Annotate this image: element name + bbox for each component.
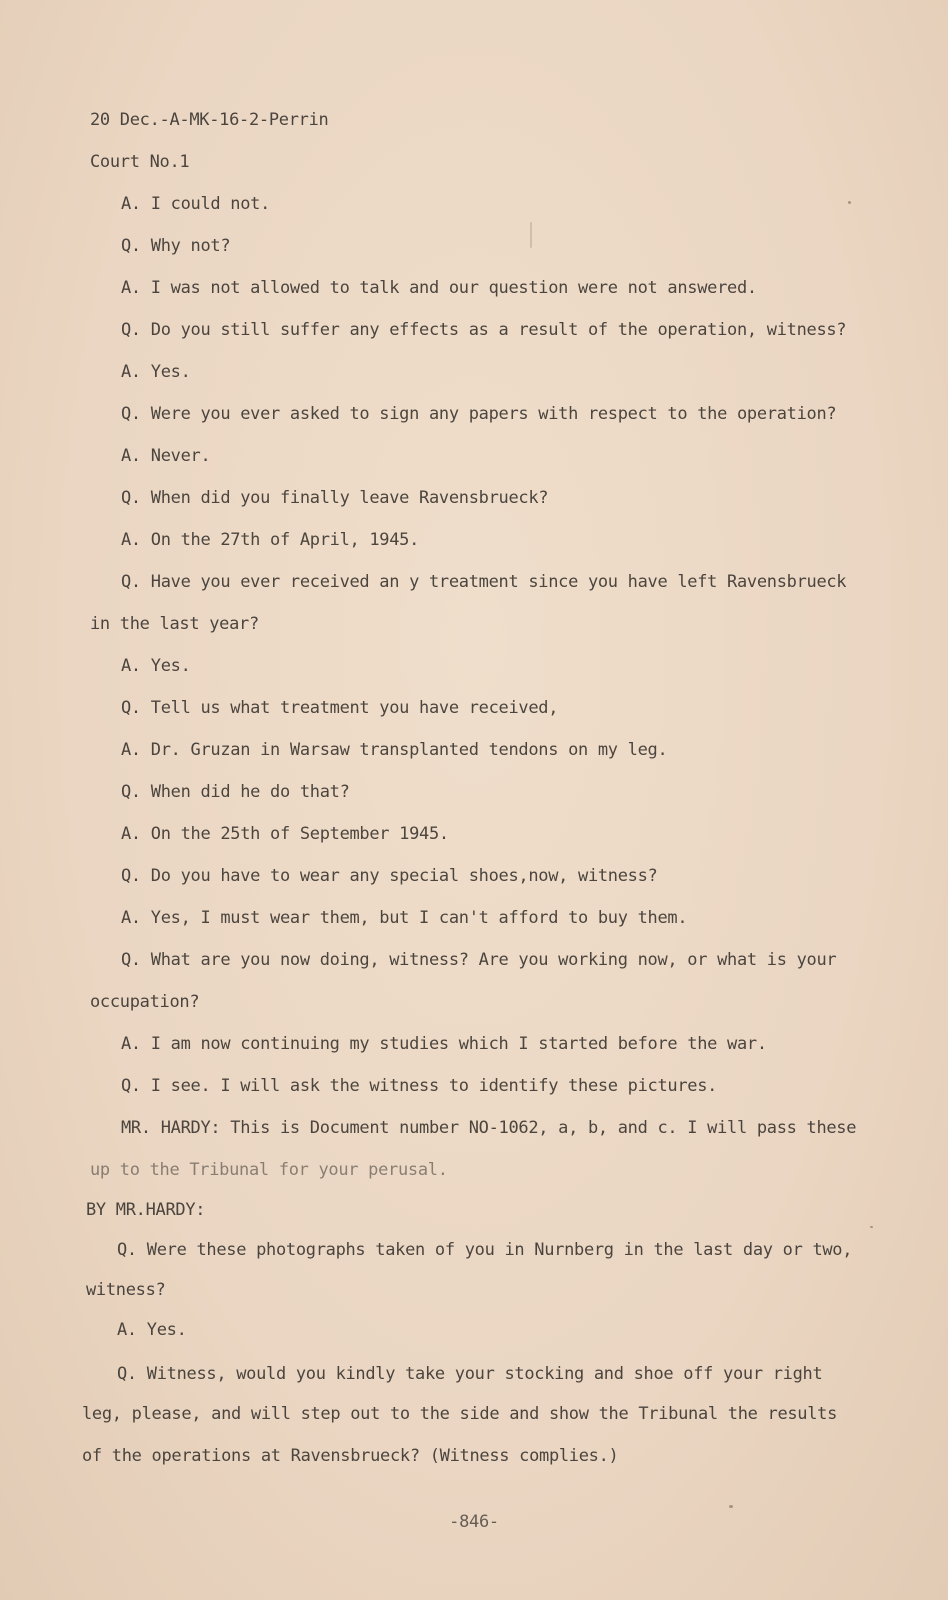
- transcript-line: A. I was not allowed to talk and our question were not answered.: [121, 278, 757, 298]
- document-reference: 20 Dec.-A-MK-16-2-Perrin: [90, 110, 329, 130]
- paper-speck: [530, 222, 532, 248]
- transcript-line: Q. When did he do that?: [121, 782, 350, 802]
- transcript-line: Q. Witness, would you kindly take your stocking and shoe off your right: [117, 1364, 823, 1384]
- transcript-line: Q. Tell us what treatment you have received,: [121, 698, 559, 718]
- transcript-line: witness?: [86, 1280, 166, 1300]
- transcript-line: Q. Were these photographs taken of you in Nurnberg in the last day or two,: [117, 1240, 853, 1260]
- transcript-line: occupation?: [90, 992, 200, 1012]
- transcript-line: Q. I see. I will ask the witness to identify these pictures.: [121, 1076, 718, 1096]
- transcript-line: Q. Do you have to wear any special shoes,now, witness?: [121, 866, 658, 886]
- transcript-line: BY MR.HARDY:: [86, 1200, 206, 1220]
- transcript-line: A. Yes.: [121, 362, 191, 382]
- paper-speck: [870, 1226, 873, 1228]
- court-label: Court No.1: [90, 152, 190, 172]
- page-number: -846-: [449, 1512, 499, 1532]
- transcript-line: in the last year?: [90, 614, 259, 634]
- transcript-line: Q. Were you ever asked to sign any papers with respect to the operation?: [121, 404, 837, 424]
- transcript-line: A. On the 25th of September 1945.: [121, 824, 449, 844]
- transcript-line: A. Never.: [121, 446, 211, 466]
- transcript-line: Q. Do you still suffer any effects as a result of the operation, witness?: [121, 320, 847, 340]
- transcript-line: Q. Have you ever received an y treatment since you have left Ravensbrueck: [121, 572, 847, 592]
- transcript-line: Q. When did you finally leave Ravensbrueck?: [121, 488, 549, 508]
- transcript-line: leg, please, and will step out to the side and show the Tribunal the results: [82, 1404, 838, 1424]
- paper-speck: [729, 1505, 733, 1508]
- paper-speck: [848, 201, 851, 204]
- transcript-line: A. Yes, I must wear them, but I can't afford to buy them.: [121, 908, 688, 928]
- transcript-line: A. I am now continuing my studies which I started before the war.: [121, 1034, 767, 1054]
- transcript-line: A. Yes.: [117, 1320, 187, 1340]
- transcript-line: A. On the 27th of April, 1945.: [121, 530, 420, 550]
- transcript-line: MR. HARDY: This is Document number NO-1062, a, b, and c. I will pass these: [121, 1118, 857, 1138]
- transcript-line: A. Yes.: [121, 656, 191, 676]
- transcript-line: Q. What are you now doing, witness? Are you working now, or what is your: [121, 950, 837, 970]
- transcript-line: of the operations at Ravensbrueck? (Witness complies.): [82, 1446, 619, 1466]
- transcript-line: A. Dr. Gruzan in Warsaw transplanted tendons on my leg.: [121, 740, 668, 760]
- transcript-line: up to the Tribunal for your perusal.: [90, 1160, 448, 1180]
- transcript-line: Q. Why not?: [121, 236, 231, 256]
- transcript-line: A. I could not.: [121, 194, 271, 214]
